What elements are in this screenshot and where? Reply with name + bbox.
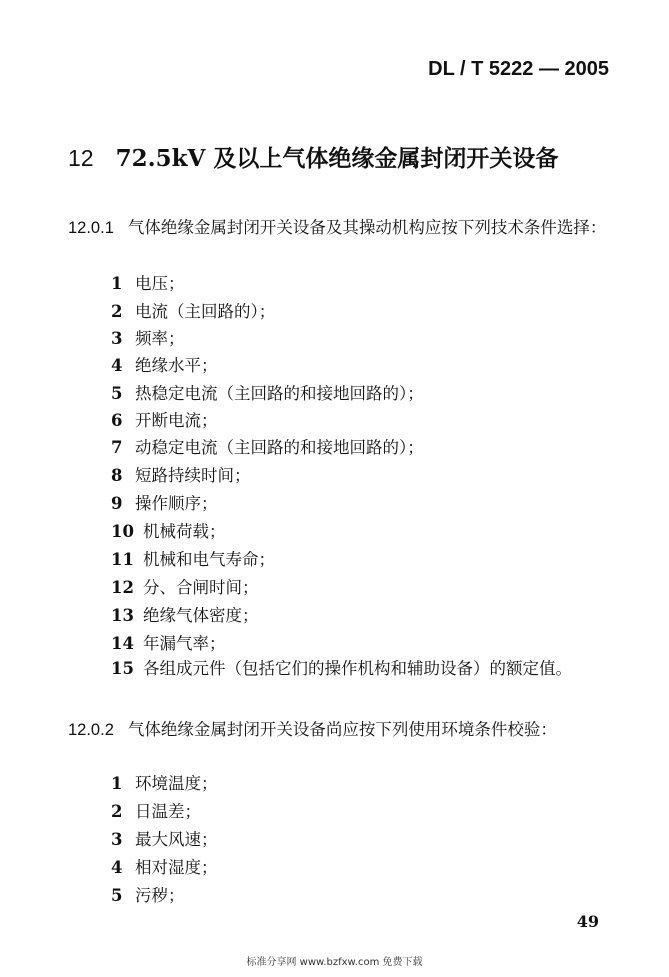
list-item: 2 电流（主回路的）； xyxy=(111,302,276,321)
list-item: 3 频率； xyxy=(111,329,185,348)
clause-12-0-1 xyxy=(68,214,616,242)
clause-12-0-2 xyxy=(68,716,616,744)
clause-text: 气体绝缘金属封闭开关设备及其操动机构应按下列技术条件选择： xyxy=(127,218,607,237)
list-item: 6 开断电流； xyxy=(111,411,218,430)
list-item: 1 环境温度； xyxy=(111,774,218,793)
list-item: 12 分、合闸时间； xyxy=(111,578,259,597)
list-item: 14 年漏气率； xyxy=(111,634,226,653)
list-item: 7 动稳定电流（主回路的和接地回路的）； xyxy=(111,438,424,457)
clause-text: 气体绝缘金属封闭开关设备尚应按下列使用环境条件校验： xyxy=(127,720,557,739)
clause-number: 12.0.1 xyxy=(68,219,114,237)
list-item: 2 日温差； xyxy=(111,802,201,821)
list-item: 13 绝缘气体密度； xyxy=(111,606,259,625)
chapter-number: 12 xyxy=(68,145,94,171)
list-item: 10 机械荷载； xyxy=(111,522,226,541)
list-item: 5 污秽； xyxy=(111,886,185,905)
list-item: 4 相对湿度； xyxy=(111,858,218,877)
list-item: 9 操作顺序； xyxy=(111,494,218,513)
chapter-title: 72.5kV 及以上气体绝缘金属封闭开关设备 xyxy=(115,145,559,172)
page-number: 49 xyxy=(576,912,599,931)
list-item: 1 电压； xyxy=(111,274,185,293)
list-item: 15 各组成元件（包括它们的操作机构和辅助设备）的额定值。 xyxy=(111,659,572,678)
list-item: 3 最大风速； xyxy=(111,830,218,849)
footer-watermark: 标准分享网 www.bzfxw.com 免费下载 xyxy=(246,957,423,968)
standard-code: DL / T 5222 — 2005 xyxy=(428,58,609,80)
list-item: 11 机械和电气寿命； xyxy=(111,550,275,569)
clause-number: 12.0.2 xyxy=(68,721,114,739)
list-item: 4 绝缘水平； xyxy=(111,356,218,375)
list-item: 8 短路持续时间； xyxy=(111,466,251,485)
chapter-heading xyxy=(68,140,558,173)
list-item: 5 热稳定电流（主回路的和接地回路的）； xyxy=(111,384,424,403)
